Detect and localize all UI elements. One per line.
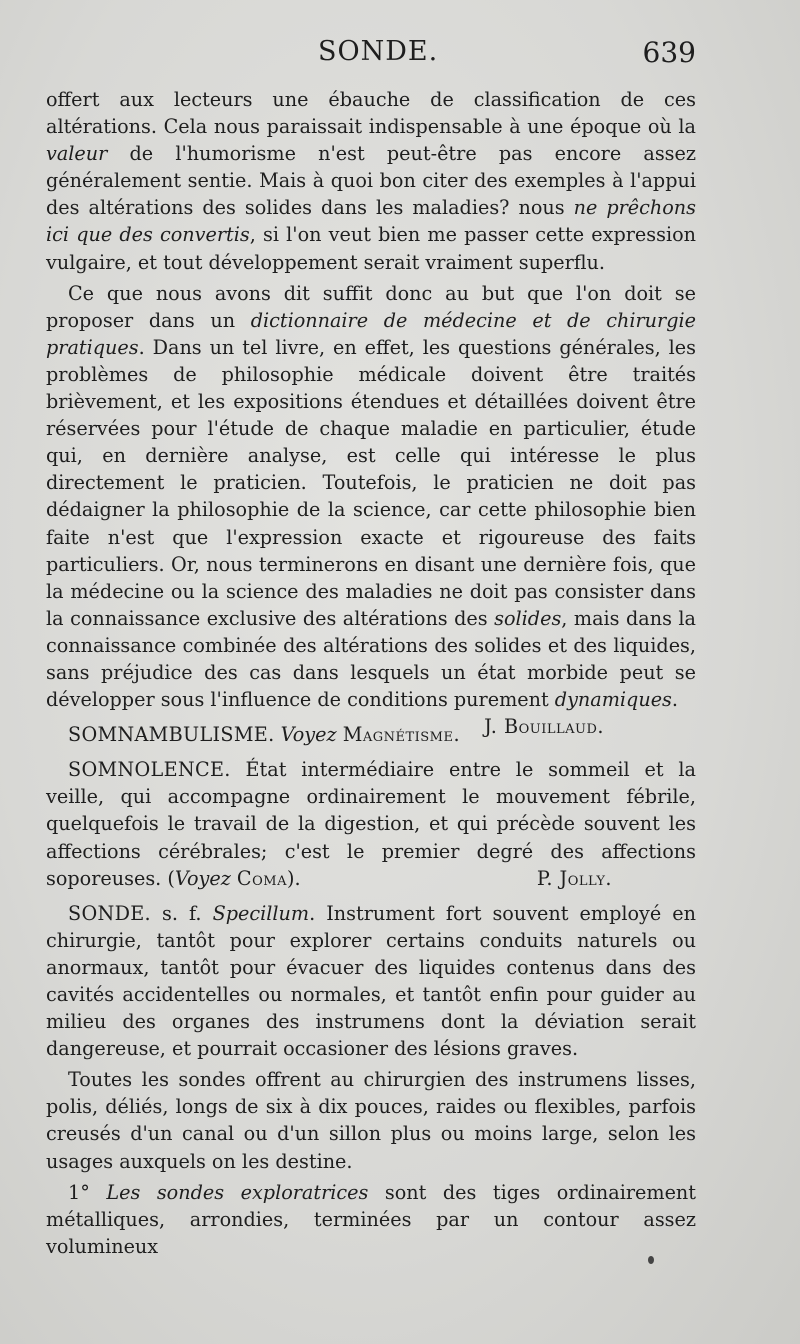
- italic-run: Specillum: [212, 901, 310, 925]
- italic-run: dictionnaire de médecine et de chirurgie pratiques: [46, 308, 696, 359]
- see-also-label: Voyez: [280, 723, 337, 747]
- page-header: [0, 36, 800, 76]
- italic-run: solides: [494, 606, 562, 630]
- see-also-label: Voyez: [174, 866, 231, 890]
- text-run: . Instrument fort souvent employé en chirurgie, tantôt pour explorer certains conduits naturels ou anormaux, tantôt pour évacuer des liquides contenus dans des cavités accidentelles ou normales, et tantôt enfin pour guider au milieu des organes des instrumens dont la déviation serait dangereuse, et pourrait occasioner des lésions graves.: [46, 901, 696, 1061]
- cross-reference: Magnétisme.: [342, 723, 461, 747]
- cross-reference: Coma: [236, 866, 287, 890]
- text-run: offert aux lecteurs une ébauche de classification de ces altérations. Cela nous paraissait indispensable à une époque où la: [46, 88, 696, 139]
- paragraph-continuation: [46, 86, 696, 276]
- text-run: de l'humorisme n'est peut-être pas encore assez généralement sentie. Mais à quoi bon citer des exemples à l'appui des altérations des solides dans les maladies? nous: [46, 142, 696, 220]
- list-number: 1°: [68, 1180, 90, 1204]
- body-text: [46, 86, 696, 1260]
- entry-sonde: [46, 900, 696, 1063]
- text-run: s. f.: [150, 901, 213, 925]
- text-run: . Dans un tel livre, en effet, les questions générales, les problèmes de philosophie médicale doivent être traités brièvement, et les expositions étendues et détaillées doivent être réservées pour l'étude de chaque maladie en particulier, étude qui, en dernière analyse, est celle qui intéresse le plus directement le praticien. Toutefois, le praticien ne doit pas dédaigner la philosophie de la science, car cette philosophie bien faite n'est que l'expression exacte et rigoureuse des faits particuliers. Or, nous terminerons en disant une dernière fois, que la médecine ou la science des maladies ne doit pas consister dans la connaissance exclusive des altérations des: [46, 335, 696, 630]
- ink-spot: [648, 1256, 654, 1264]
- text-run: État intermédiaire entre le sommeil et la veille, qui accompagne ordinairement le mouvement fébrile, quelquefois le travail de la digestion, et qui précède souvent les affections cérébrales; c'est le premier degré des affections soporeuses. (: [46, 758, 696, 890]
- italic-run: ne prêchons ici que des convertis: [46, 196, 696, 247]
- entry-somnolence: [46, 756, 696, 891]
- text-run: sont des tiges ordinairement métalliques, arrondies, terminées par un contour assez volumineux: [46, 1180, 696, 1258]
- page-number: 639: [642, 36, 696, 69]
- author-signature: J. Bouillaud.: [484, 715, 604, 739]
- author-signature: P. Jolly.: [536, 866, 612, 890]
- entry-term: SONDE.: [68, 901, 151, 925]
- text-run: , mais dans la connaissance combinée des altérations des solides et des liquides, sans préjudice des cas dans lesquels un état morbide peut se développer sous l'influence de conditions purement: [46, 606, 696, 712]
- entry-term: SOMNAMBULISME.: [68, 723, 275, 747]
- entry-term: SOMNOLENCE.: [68, 758, 231, 782]
- text-run: ).: [286, 866, 301, 890]
- italic-run: valeur: [46, 142, 108, 166]
- running-head: SONDE.: [318, 36, 439, 67]
- text-run: , si l'on veut bien me passer cette expression vulgaire, et tout développement serait vraiment superflu.: [46, 223, 697, 274]
- paragraph-sondes-exploratrices: [46, 1179, 696, 1260]
- paragraph-sondes: Toutes les sondes offrent au chirurgien des instrumens lisses, polis, déliés, longs de six à dix pouces, raides ou flexibles, parfois creusés d'un canal ou d'un sillon plus ou moins large, selon les usages auxquels on les destine.: [46, 1068, 696, 1173]
- text-run: Ce que nous avons dit suffit donc au but que l'on doit se proposer dans un: [46, 281, 696, 332]
- text-run: .: [671, 688, 678, 712]
- italic-run: Les sondes exploratrices: [106, 1180, 369, 1204]
- italic-run: dynamiques: [554, 688, 672, 712]
